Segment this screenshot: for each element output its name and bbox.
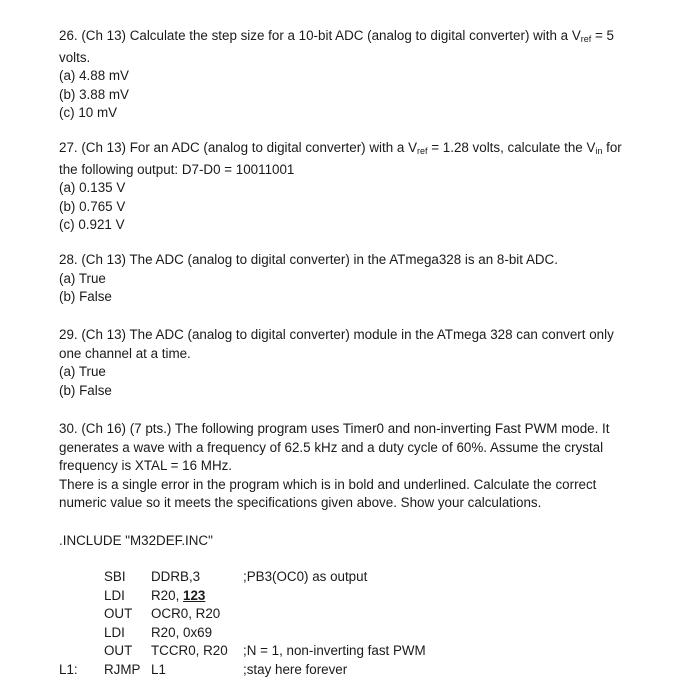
code-comment: ;stay here forever (243, 661, 348, 677)
vin-subscript: in (595, 146, 603, 156)
code-opcode: SBI (104, 569, 126, 584)
question-27-option-b: (b) 0.765 V (59, 198, 126, 214)
question-30-text-5: numeric value so it meets the specifications given above. Show your calculations. (59, 495, 542, 511)
question-30-text-2: generates a wave with a frequency of 62.5 kHz and a duty cycle of 60%. Assume the crystal (59, 439, 604, 455)
question-29 (59, 326, 659, 400)
question-29-option-b: (b) False (59, 382, 112, 398)
include-directive (59, 532, 659, 551)
error-value: 123 (183, 587, 206, 603)
vref-subscript: ref (580, 34, 592, 44)
code-operand: TCCR0, R20 (151, 643, 228, 659)
question-27-option-a: (a) 0.135 V (59, 180, 126, 196)
question-26-text-cont: volts. (59, 49, 91, 65)
code-opcode: OUT (104, 606, 133, 622)
question-27-text-c: for (602, 140, 622, 155)
include-line: .INCLUDE "M32DEF.INC" (59, 533, 213, 548)
question-26 (59, 27, 659, 123)
question-30-text-1: 30. (Ch 16) (7 pts.) The following program uses Timer0 and non-inverting Fast PWM mode. It (59, 421, 610, 436)
vref-subscript: ref (417, 146, 428, 156)
code-row (59, 568, 659, 587)
code-opcode: RJMP (104, 661, 141, 677)
code-label: L1: (59, 661, 78, 677)
question-27-text-a: 27. (Ch 13) For an ADC (analog to digital converter) with a V (59, 140, 417, 155)
question-27-text-b: = 1.28 volts, calculate the V (427, 140, 596, 155)
question-26-option-a: (a) 4.88 mV (59, 68, 129, 84)
question-30 (59, 420, 659, 513)
question-28-text: 28. (Ch 13) The ADC (analog to digital converter) in the ATmega328 is an 8-bit ADC. (59, 252, 558, 267)
question-29-text-cont: one channel at a time. (59, 345, 191, 361)
question-26-option-b: (b) 3.88 mV (59, 86, 129, 102)
code-row (59, 587, 659, 606)
code-operand: OCR0, R20 (151, 606, 221, 622)
question-27-option-c: (c) 0.921 V (59, 217, 125, 233)
code-operand: R20, 0x69 (151, 624, 213, 640)
question-27 (59, 139, 659, 235)
code-operand (151, 587, 205, 606)
question-29-text: 29. (Ch 13) The ADC (analog to digital converter) module in the ATmega 328 can convert only (59, 327, 614, 342)
question-27-text (59, 139, 659, 161)
question-28-option-a: (a) True (59, 270, 106, 286)
code-comment: ;N = 1, non-inverting fast PWM (243, 643, 426, 659)
question-30-text-3: frequency is XTAL = 16 MHz. (59, 458, 233, 474)
question-26-text-b: = 5 (591, 28, 614, 43)
question-26-text-a: 26. (Ch 13) Calculate the step size for a 10-bit ADC (analog to digital converter) with a V (59, 28, 581, 43)
code-operand: DDRB,3 (151, 569, 201, 584)
question-26-option-c: (c) 10 mV (59, 105, 118, 121)
code-row (59, 605, 659, 624)
code-comment: ;PB3(OC0) as output (243, 569, 368, 584)
code-row (59, 624, 659, 643)
question-28 (59, 251, 659, 307)
question-26-text (59, 27, 659, 49)
question-30-text-4: There is a single error in the program which is in bold and underlined. Calculate the correct (59, 476, 597, 492)
question-28-option-b: (b) False (59, 289, 112, 305)
question-27-text-cont: the following output: D7-D0 = 10011001 (59, 161, 295, 177)
code-listing (59, 568, 659, 680)
code-opcode: LDI (104, 587, 125, 603)
code-row (59, 661, 659, 680)
code-opcode: LDI (104, 624, 125, 640)
code-operand-register: R20, (151, 587, 184, 603)
question-29-option-a: (a) True (59, 364, 106, 380)
code-opcode: OUT (104, 643, 133, 659)
code-row (59, 642, 659, 661)
code-operand: L1 (151, 661, 166, 677)
